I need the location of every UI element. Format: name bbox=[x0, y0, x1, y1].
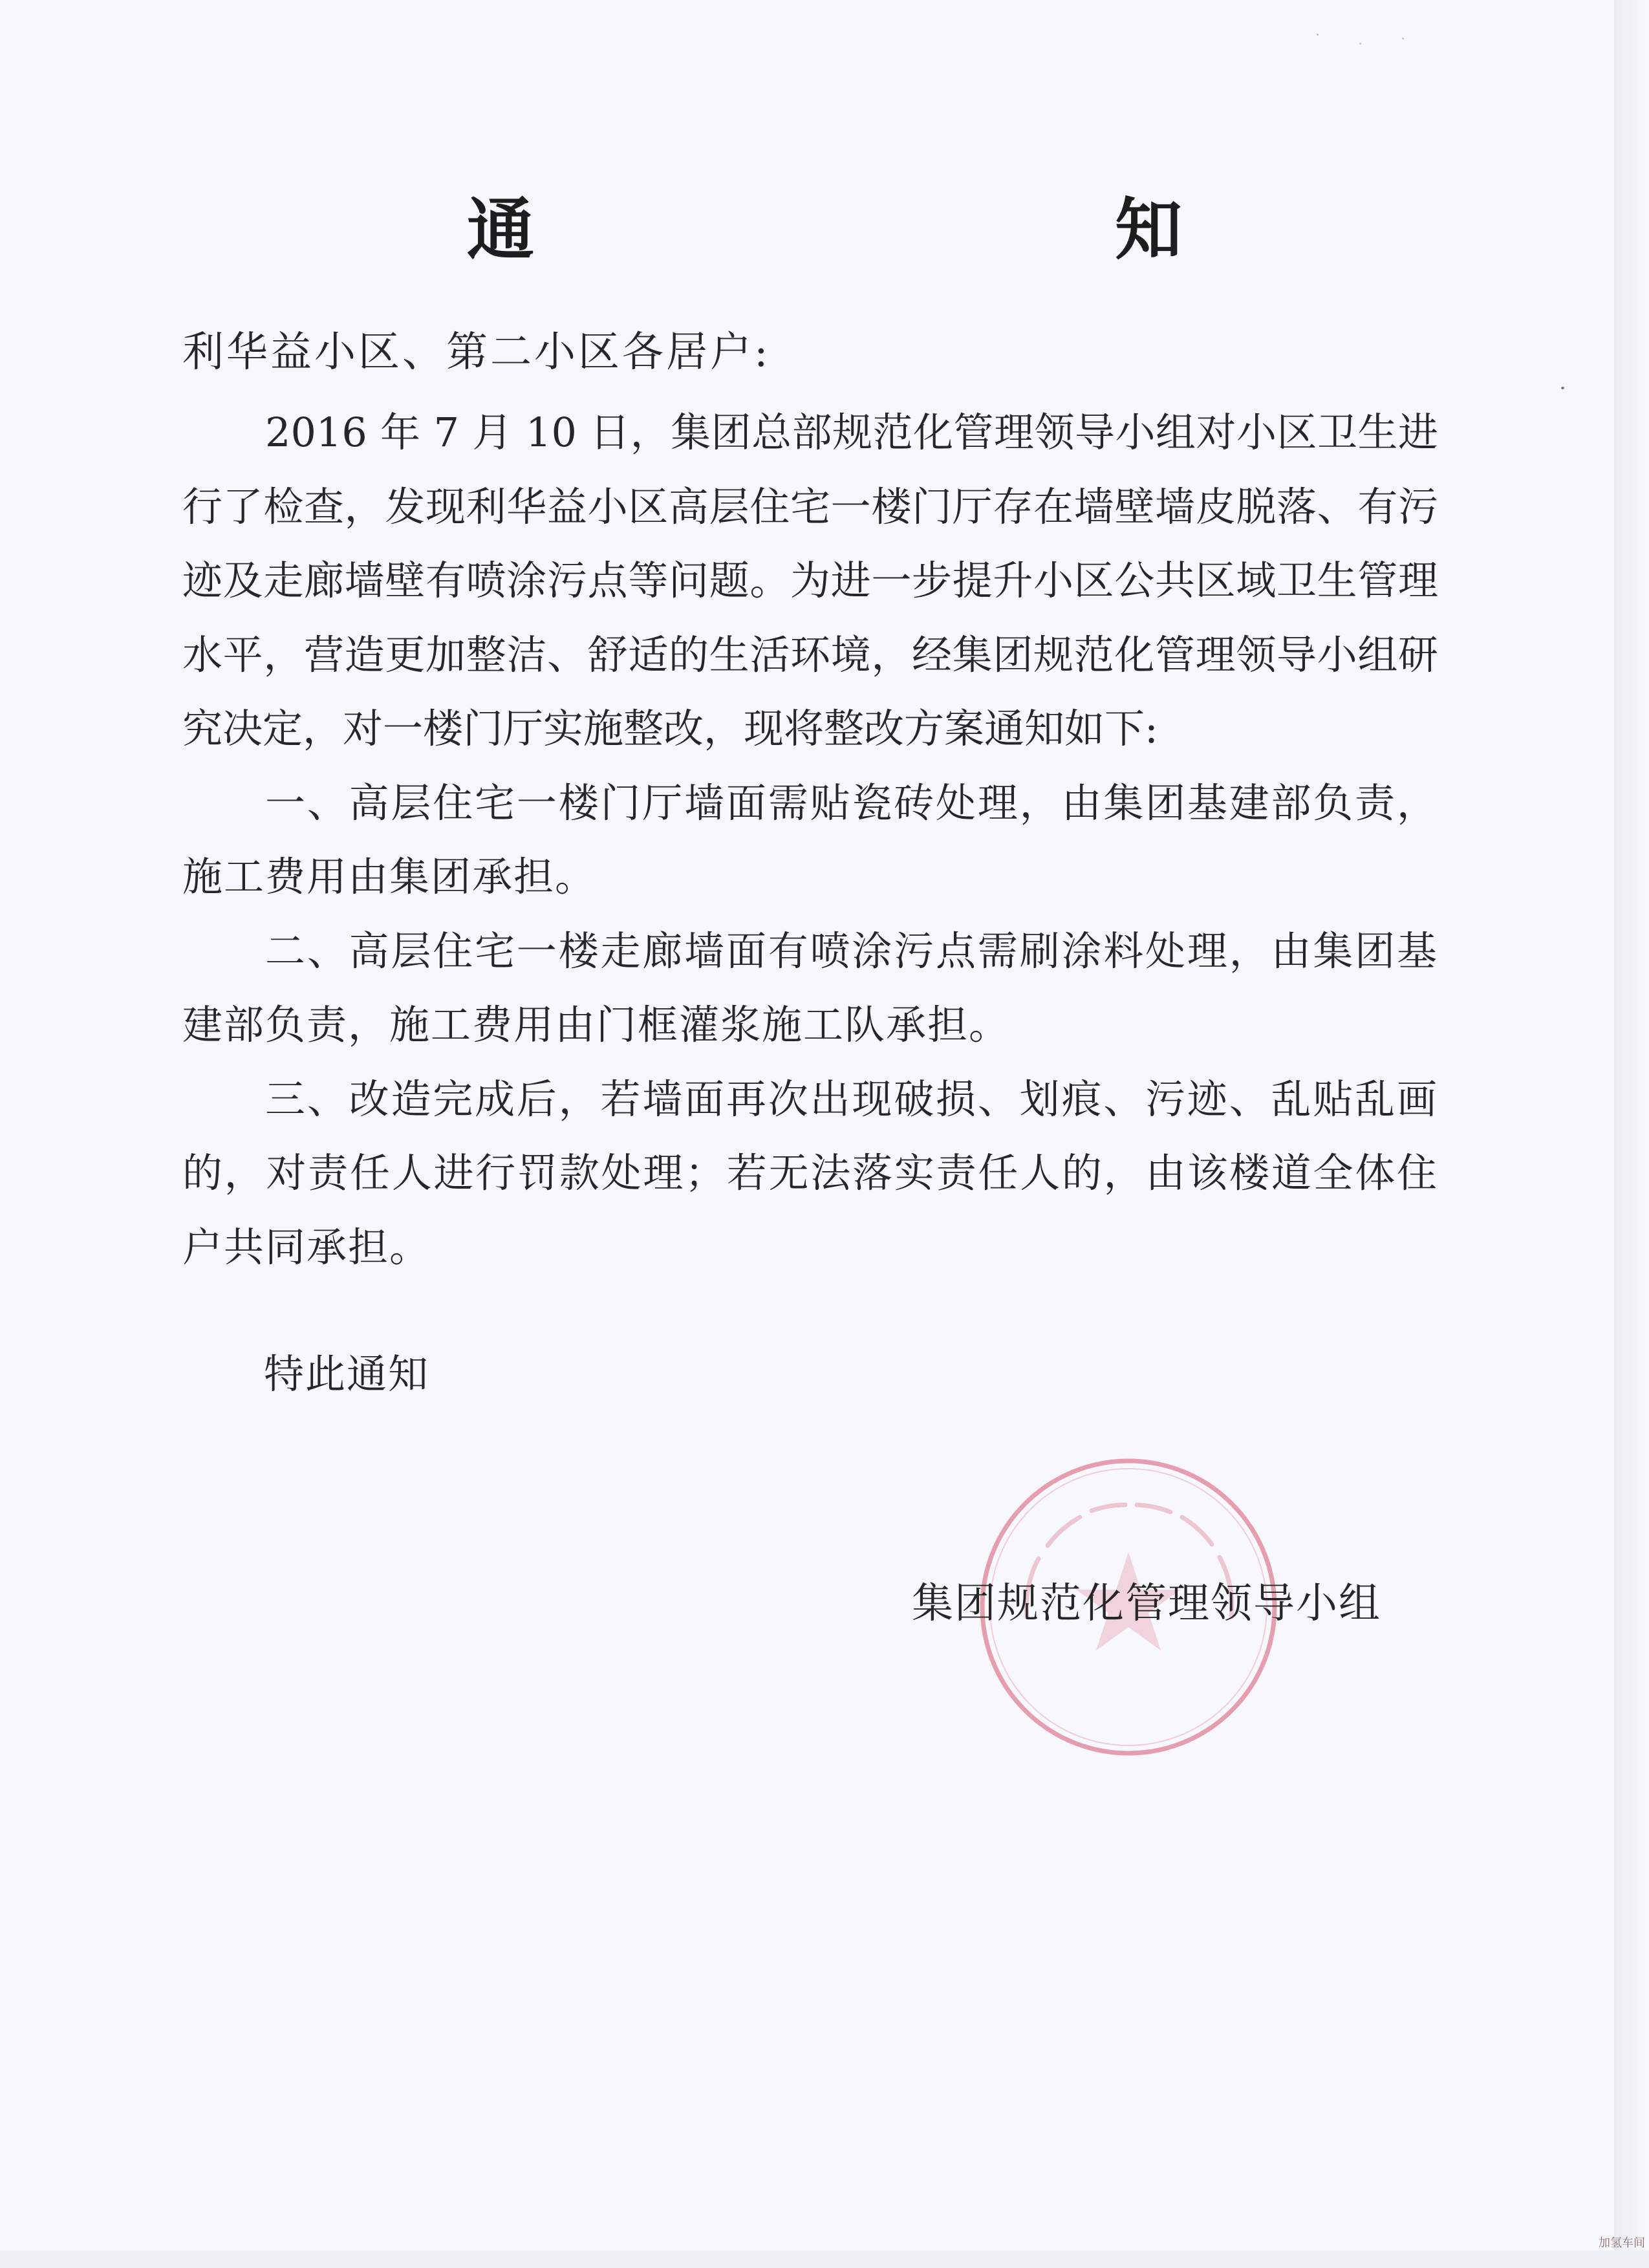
scan-speck bbox=[1317, 34, 1319, 36]
notice-title: 通 知 bbox=[466, 189, 1331, 269]
paragraph-intro: 2016 年 7 月 10 日，集团总部规范化管理领导小组对小区卫生进行了检查，发现利华益小区高层住宅一楼门厅存在墙壁墙皮脱落、有污迹及走廊墙壁有喷涂污点等问题。为进一步提升小区公共区域卫生管理水平，营造更加整洁、舒适的生活环境，经集团规范化管理领导小组研究决定，对一楼门厅实施整改，现将整改方案通知如下: bbox=[182, 409, 1438, 752]
paragraph-item-1: 一、高层住宅一楼门厅墙面需贴瓷砖处理，由集团基建部负责，施工费用由集团承担。 bbox=[182, 779, 1438, 900]
paragraph-item-2: 二、高层住宅一楼走廊墙面有喷涂污点需刷涂料处理，由集团基建部负责，施工费用由门框灌浆施工队承担。 bbox=[182, 927, 1438, 1048]
notice-body bbox=[182, 396, 1438, 1284]
paragraph-item-3: 三、改造完成后，若墙面再次出现破损、划痕、污迹、乱贴乱画的，对责任人进行罚款处理；若无法落实责任人的，由该楼道全体住户共同承担。 bbox=[182, 1075, 1438, 1271]
scan-speck bbox=[1359, 43, 1361, 45]
scan-edge-bottom bbox=[0, 2251, 1649, 2268]
scan-speck bbox=[1561, 387, 1564, 389]
signature-issuer: 集团规范化管理领导小组 bbox=[912, 1580, 1381, 1628]
scan-edge-right bbox=[1614, 0, 1649, 2268]
closing-line: 特此通知 bbox=[264, 1350, 430, 1398]
scan-speck bbox=[1402, 38, 1404, 39]
scan-watermark: 加氢车间 bbox=[1599, 2236, 1645, 2250]
salutation: 利华益小区、第二小区各居户: bbox=[182, 329, 771, 376]
